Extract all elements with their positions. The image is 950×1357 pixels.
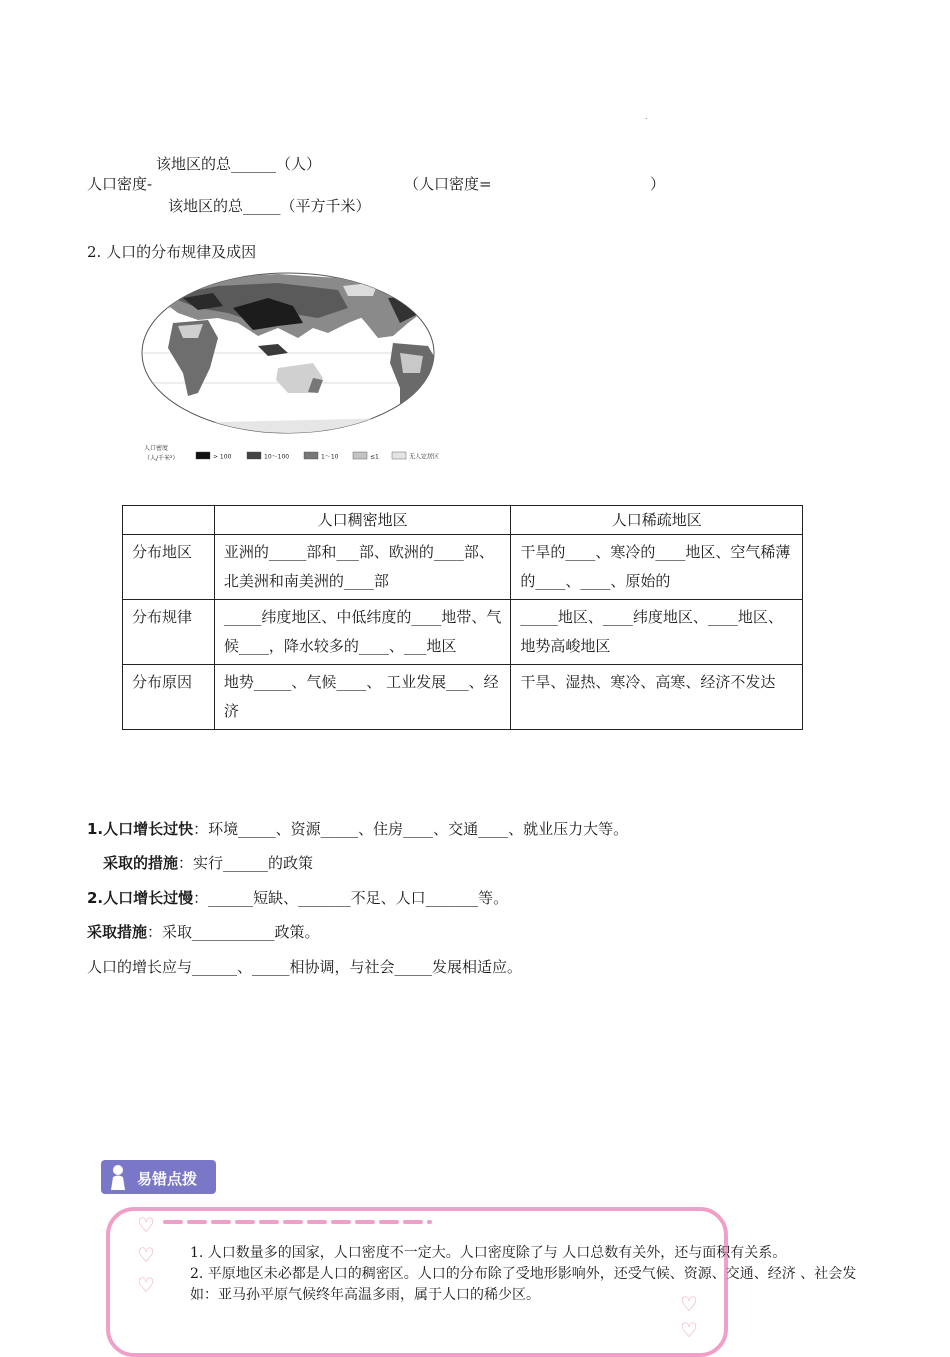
- measures-text-1: ：实行______的政策: [178, 854, 314, 872]
- person-icon: [108, 1163, 128, 1191]
- legend-label: 无人定居区: [409, 453, 440, 461]
- legend-label: ≤1: [370, 453, 379, 461]
- legend-label: 10～100: [264, 453, 290, 461]
- legend-swatch: [392, 452, 406, 459]
- growth-fast-line: [87, 818, 628, 839]
- density-paren-close: ）: [650, 175, 666, 193]
- legend-swatch: [353, 452, 367, 459]
- growth-slow-text: ：______短缺、_______不足、人口_______等。: [193, 889, 509, 907]
- growth-fast-text: ：环境_____、资源_____、住房____、交通____、就业压力大等。: [193, 820, 629, 838]
- table-header-blank: [123, 506, 215, 535]
- measures-line-2: [87, 921, 320, 942]
- measures-text-2: ：采取___________政策。: [147, 923, 320, 941]
- heart-icon: ♡: [137, 1243, 155, 1267]
- measures-heading-2: 采取措施: [87, 923, 148, 941]
- table-row: [123, 665, 803, 730]
- density-paren-open: （人口密度=: [404, 175, 492, 193]
- dense-cell: 地势_____、气候____、 工业发展___、经济: [214, 665, 511, 730]
- map-legend: [196, 452, 439, 461]
- sparse-cell: _____地区、____纬度地区、____地区、地势高峻地区: [511, 600, 803, 665]
- world-population-density-map: [138, 268, 450, 468]
- tip-line-3: 如：亚马孙平原气候终年高温多雨，属于人口的稀少区。: [190, 1287, 540, 1303]
- dashed-divider: [125, 1212, 435, 1232]
- heart-icon: ♡: [137, 1273, 155, 1297]
- sparse-cell: 干旱、湿热、寒冷、高寒、经济不发达: [511, 665, 803, 730]
- growth-slow-heading: 2.人口增长过慢: [87, 889, 194, 907]
- legend-unit: （人/千米²）: [144, 455, 179, 462]
- section-2-title: 2. 人口的分布规律及成因: [87, 243, 257, 261]
- measures-heading-1: 采取的措施: [103, 854, 179, 872]
- row-label: 分布地区: [123, 535, 215, 600]
- heart-icon: ♡: [137, 1213, 155, 1237]
- tip-tag: [101, 1160, 216, 1194]
- table-header-dense: 人口稠密地区: [214, 506, 511, 535]
- sparse-cell: 干旱的____、寒冷的____地区、空气稀薄的____、____、原始的: [511, 535, 803, 600]
- legend-swatch: [196, 452, 210, 459]
- coordination-line: 人口的增长应与______、_____相协调，与社会_____发展相适应。: [87, 958, 523, 976]
- dense-cell: _____纬度地区、中低纬度的____地带、气候____，降水较多的____、___地区: [214, 600, 511, 665]
- measures-line-1: [103, 852, 313, 873]
- legend-label: 1～10: [321, 453, 339, 461]
- dense-cell: 亚洲的_____部和___部、欧洲的____部、北美洲和南美洲的____部: [214, 535, 511, 600]
- tip-line-2: 2. 平原地区未必都是人口的稠密区。人口的分布除了受地形影响外，还受气候、资源、交通、经济 、社会发: [190, 1266, 857, 1282]
- density-denominator: 该地区的总_____（平方千米）: [168, 197, 371, 215]
- legend-swatch: [247, 452, 261, 459]
- growth-fast-heading: 1.人口增长过快: [87, 820, 194, 838]
- heart-icon: ♡: [680, 1292, 698, 1316]
- legend-swatch: [304, 452, 318, 459]
- row-label: 分布规律: [123, 600, 215, 665]
- table-header-sparse: 人口稀疏地区: [511, 506, 803, 535]
- growth-slow-line: [87, 887, 508, 908]
- population-distribution-table: [122, 505, 803, 730]
- table-header-row: [123, 506, 803, 535]
- tip-line-1: 1. 人口数量多的国家，人口密度不一定大。人口密度除了与 人口总数有关外，还与面积有关系。: [190, 1245, 787, 1261]
- stray-dot: .: [645, 112, 648, 121]
- table-row: [123, 535, 803, 600]
- tip-title: 易错点拨: [137, 1170, 198, 1188]
- row-label: 分布原因: [123, 665, 215, 730]
- density-numerator: 该地区的总______（人）: [156, 155, 322, 173]
- heart-icon: ♡: [680, 1318, 698, 1342]
- table-row: [123, 600, 803, 665]
- legend-title: 人口密度: [144, 445, 169, 452]
- legend-label: > 100: [213, 453, 232, 461]
- density-label: 人口密度-: [87, 175, 153, 193]
